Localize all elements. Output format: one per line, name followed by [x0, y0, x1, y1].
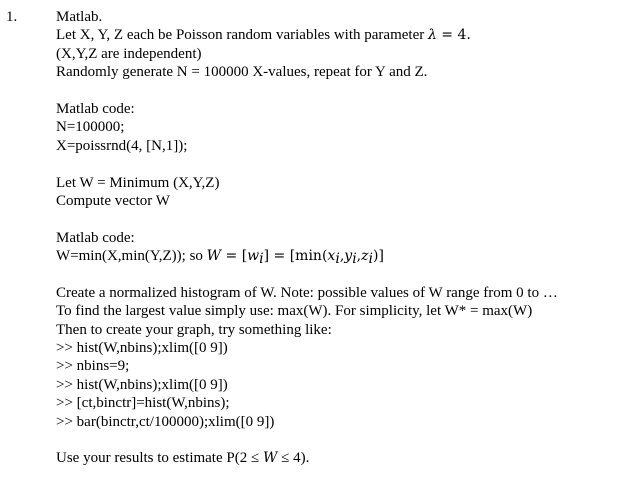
math-sub-i: i: [352, 251, 357, 268]
w-def-line-2: Compute vector W: [56, 192, 170, 209]
math-y: y: [344, 248, 353, 265]
hist-line-3: Then to create your graph, try something like:: [56, 321, 332, 338]
code2-line: [56, 247, 621, 268]
code1-label: Matlab code:: [56, 100, 135, 117]
math-x: x: [327, 248, 336, 265]
problem-number: 1.: [6, 9, 18, 25]
estimate-W: W: [262, 450, 278, 467]
code2-label: Matlab code:: [56, 229, 135, 246]
code2-text: W=min(X,min(Y,Z)); so: [56, 248, 207, 265]
command-5: >> bar(binctr,ct/100000);xlim([0 9]): [56, 413, 275, 430]
code1-line-2: X=poissrnd(4, [N,1]);: [56, 137, 188, 154]
estimate-text: Use your results to estimate P(2 ≤: [56, 450, 263, 467]
math-comma: ,: [356, 248, 362, 265]
math-close: )]: [373, 248, 384, 265]
command-1: >> hist(W,nbins);xlim([0 9]): [56, 340, 228, 357]
intro-line-3: Randomly generate N = 100000 X-values, repeat for Y and Z.: [56, 64, 428, 81]
math-W: W: [206, 248, 222, 265]
math-comma: ,: [339, 248, 345, 265]
math-w: w: [247, 248, 260, 265]
lambda-value: = 4.: [436, 27, 471, 44]
hist-line-1: Create a normalized histogram of W. Note: possible values of W range from 0 to …: [56, 284, 558, 301]
math-eq2: ] = [min(: [263, 248, 328, 265]
spacer: [56, 155, 621, 173]
problem-body: [56, 8, 621, 468]
spacer: [56, 82, 621, 100]
problem-title: Matlab.: [56, 9, 103, 25]
intro-line-1: [56, 26, 621, 44]
code1-line-1: N=100000;: [56, 119, 125, 136]
math-sub-i: i: [368, 251, 373, 268]
intro-line-2: (X,Y,Z are independent): [56, 45, 202, 62]
math-eq1: = [: [221, 248, 248, 265]
math-sub-i: i: [335, 251, 340, 268]
spacer: [56, 210, 621, 228]
w-def-line-1: Let W = Minimum (X,Y,Z): [56, 174, 220, 191]
estimate-text-end: ≤ 4).: [277, 450, 310, 467]
command-2: >> nbins=9;: [56, 358, 130, 375]
command-3: >> hist(W,nbins);xlim([0 9]): [56, 376, 228, 393]
hist-line-2: To find the largest value simply use: max(W). For simplicity, let W* = max(W): [56, 303, 533, 320]
estimate-line: [56, 449, 621, 467]
spacer: [56, 265, 621, 283]
lambda-symbol: λ: [427, 27, 437, 44]
math-z: z: [361, 248, 369, 265]
command-4: >> [ct,binctr]=hist(W,nbins);: [56, 395, 230, 412]
spacer: [56, 431, 621, 449]
math-sub-i: i: [259, 251, 264, 268]
intro-line-1-text: Let X, Y, Z each be Poisson random variables with parameter: [56, 27, 428, 44]
